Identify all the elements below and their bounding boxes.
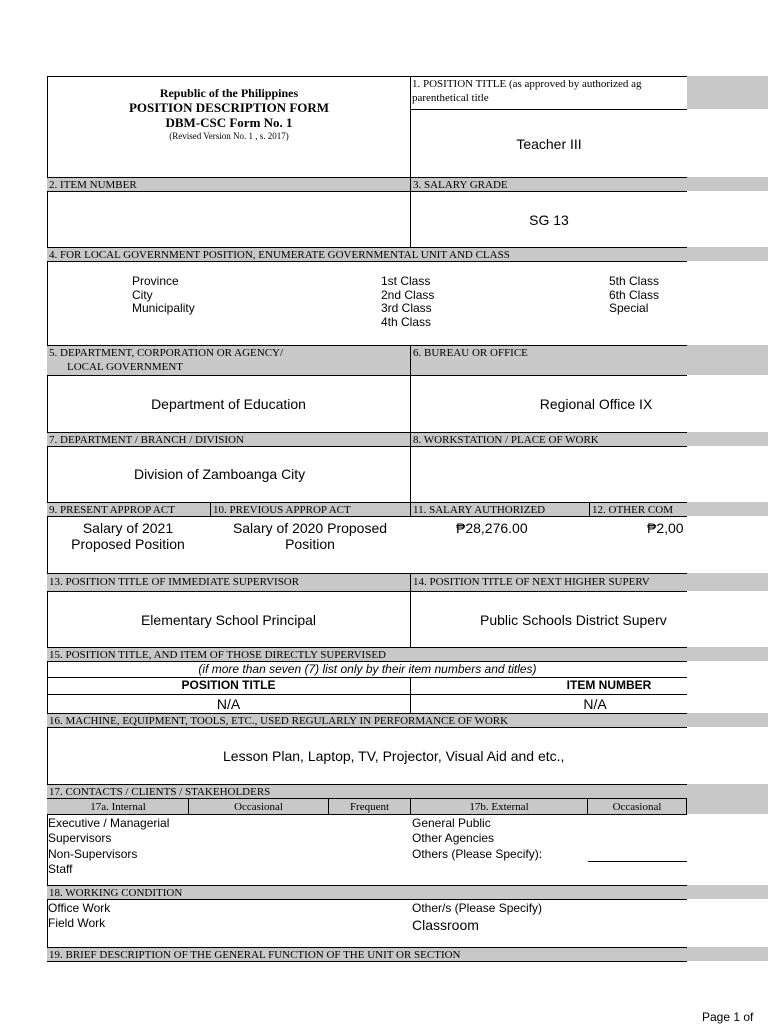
s11-label: 11. SALARY AUTHORIZED — [410, 502, 589, 517]
s9-label: 9. PRESENT APPROP ACT — [47, 502, 210, 517]
right-gray-strip — [687, 76, 768, 109]
s15-label: 15. POSITION TITLE, AND ITEM OF THOSE DIRECTLY SUPERVISED — [47, 647, 687, 662]
right-gray-strip — [687, 713, 768, 727]
salary-grade-value[interactable]: SG 13 — [529, 212, 569, 228]
supervised-position-value[interactable]: N/A — [216, 696, 241, 712]
other-comp-value[interactable]: ₱2,00 — [647, 520, 684, 536]
class-6th[interactable]: 6th Class — [609, 288, 660, 302]
right-gray-strip — [687, 177, 768, 191]
contacts-internal-occasional: Occasional — [234, 801, 283, 813]
division-value[interactable]: Division of Zamboanga City — [134, 466, 306, 482]
right-gray-strip — [687, 502, 768, 516]
others-specify-line[interactable] — [588, 861, 687, 862]
s1-label-2: parenthetical title — [412, 92, 489, 104]
right-gray-strip — [687, 647, 768, 661]
present-approp-value-2[interactable]: Proposed Position — [71, 536, 185, 552]
s15-note: (if more than seven (7) list only by their item numbers and titles) — [198, 662, 537, 676]
contact-general-public[interactable]: General Public — [412, 816, 491, 830]
s3-label: 3. SALARY GRADE — [410, 177, 687, 192]
s5-label: 5. DEPARTMENT, CORPORATION OR AGENCY/ — [49, 347, 284, 359]
s10-label: 10. PREVIOUS APPROP ACT — [210, 502, 410, 517]
s19-label: 19. BRIEF DESCRIPTION OF THE GENERAL FUNCTION OF THE UNIT OR SECTION — [47, 947, 687, 962]
right-gray-strip — [687, 885, 768, 899]
contact-staff[interactable]: Staff — [48, 862, 73, 876]
right-gray-strip — [687, 947, 768, 961]
s17-label: 17. CONTACTS / CLIENTS / STAKEHOLDERS — [47, 784, 687, 799]
s16-label: 16. MACHINE, EQUIPMENT, TOOLS, ETC., USED REGULARLY IN PERFORMANCE OF WORK — [47, 713, 687, 728]
supervised-item-value[interactable]: N/A — [583, 696, 607, 712]
condition-other-label: Other/s (Please Specify) — [412, 901, 543, 915]
class-2nd[interactable]: 2nd Class — [381, 288, 435, 302]
right-gray-strip — [687, 573, 768, 591]
equipment-value[interactable]: Lesson Plan, Laptop, TV, Projector, Visual Aid and etc., — [223, 748, 565, 764]
class-4th[interactable]: 4th Class — [381, 315, 432, 329]
class-special[interactable]: Special — [609, 301, 649, 315]
col-position-title: POSITION TITLE — [181, 678, 276, 692]
class-5th[interactable]: 5th Class — [609, 274, 660, 288]
right-gray-strip — [687, 345, 768, 375]
class-3rd[interactable]: 3rd Class — [381, 301, 432, 315]
right-gray-strip — [687, 432, 768, 446]
bureau-value[interactable]: Regional Office IX — [539, 396, 653, 412]
header-form-title: POSITION DESCRIPTION FORM — [128, 100, 330, 115]
contacts-external-occasional: Occasional — [612, 801, 662, 813]
page-number: Page 1 of — [702, 1010, 754, 1024]
next-higher-supervisor-value[interactable]: Public Schools District Superv — [480, 612, 667, 628]
lgu-city[interactable]: City — [132, 288, 153, 302]
s2-label: 2. ITEM NUMBER — [47, 177, 410, 192]
contact-non-supervisors[interactable]: Non-Supervisors — [48, 847, 138, 861]
s13-label: 13. POSITION TITLE OF IMMEDIATE SUPERVISOR — [47, 573, 410, 592]
col-item-number: ITEM NUMBER — [566, 678, 652, 692]
present-approp-value-1[interactable]: Salary of 2021 — [82, 520, 174, 536]
contact-others-specify[interactable]: Others (Please Specify): — [412, 847, 543, 861]
lgu-province[interactable]: Province — [132, 274, 179, 288]
s1-label: 1. POSITION TITLE (as approved by authorized ag — [412, 78, 642, 90]
right-gray-strip — [687, 247, 768, 261]
s6-label: 6. BUREAU OR OFFICE — [410, 345, 687, 376]
s14-label: 14. POSITION TITLE OF NEXT HIGHER SUPERV — [410, 573, 687, 592]
position-title-value[interactable]: Teacher III — [516, 136, 582, 152]
class-1st[interactable]: 1st Class — [381, 274, 431, 288]
s8-label: 8. WORKSTATION / PLACE OF WORK — [410, 432, 687, 447]
header-republic: Republic of the Philippines — [159, 86, 299, 100]
condition-other-value[interactable]: Classroom — [412, 917, 479, 933]
condition-field-work[interactable]: Field Work — [48, 916, 106, 930]
contacts-internal-header: 17a. Internal — [90, 801, 146, 813]
s18-label: 18. WORKING CONDITION — [47, 885, 687, 900]
contact-other-agencies[interactable]: Other Agencies — [412, 831, 495, 845]
contact-supervisors[interactable]: Supervisors — [48, 831, 112, 845]
contacts-external-header: 17b. External — [469, 801, 529, 813]
s7-label: 7. DEPARTMENT / BRANCH / DIVISION — [47, 432, 410, 447]
immediate-supervisor-value[interactable]: Elementary School Principal — [140, 612, 317, 628]
previous-approp-value-2[interactable]: Position — [285, 536, 335, 552]
s12-label: 12. OTHER COM — [589, 502, 687, 517]
s5-header — [47, 345, 410, 376]
condition-office-work[interactable]: Office Work — [48, 901, 111, 915]
s4-label: 4. FOR LOCAL GOVERNMENT POSITION, ENUMERATE GOVERNMENTAL UNIT AND CLASS — [47, 247, 687, 262]
previous-approp-value-1[interactable]: Salary of 2020 Proposed — [232, 520, 388, 536]
contacts-internal-frequent: Frequent — [349, 801, 390, 813]
salary-authorized-value[interactable]: ₱28,276.00 — [456, 520, 528, 536]
right-gray-strip — [687, 784, 768, 814]
header-form-number: DBM-CSC Form No. 1 — [165, 115, 293, 130]
contact-executive[interactable]: Executive / Managerial — [48, 816, 170, 830]
header-revision: (Revised Version No. 1 , s. 2017) — [169, 131, 289, 141]
s5-label-2: LOCAL GOVERNMENT — [67, 361, 183, 373]
department-value[interactable]: Department of Education — [151, 396, 306, 412]
lgu-municipality[interactable]: Municipality — [132, 301, 195, 315]
